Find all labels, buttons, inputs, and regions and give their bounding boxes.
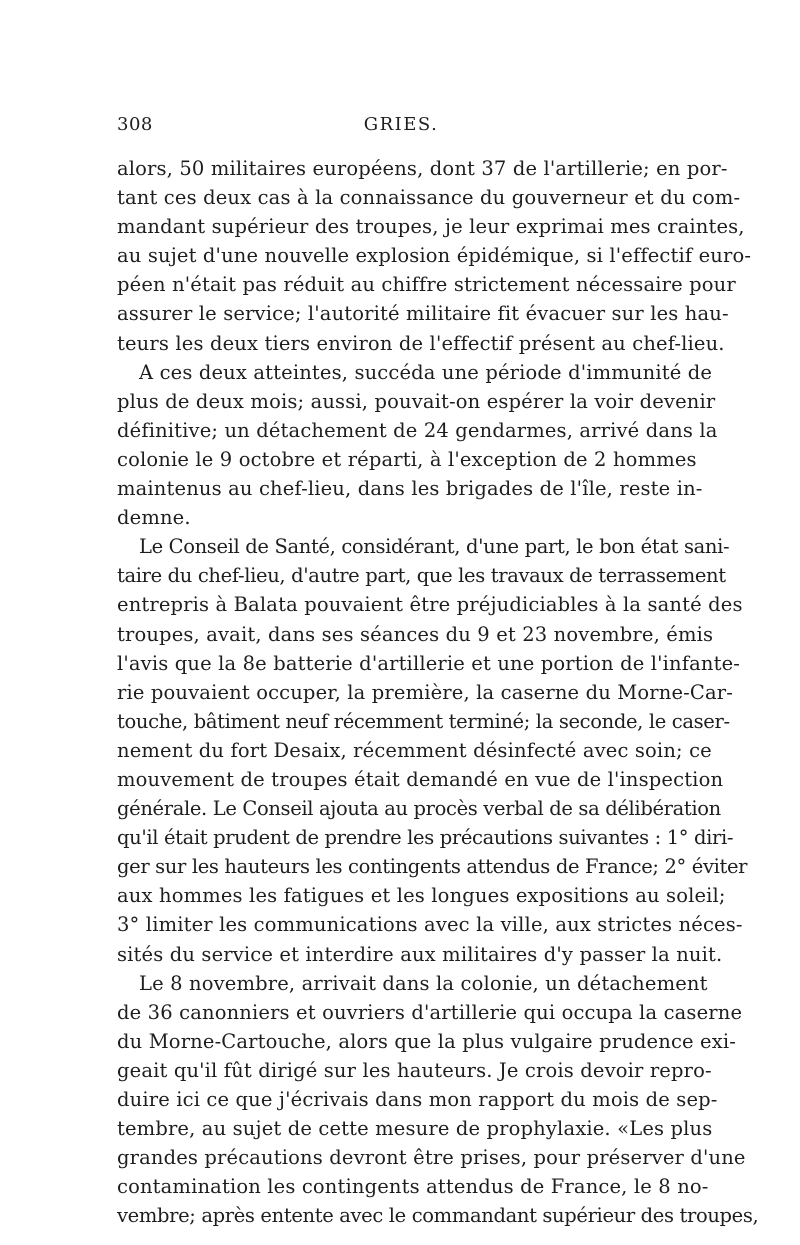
text-line: générale. Le Conseil ajouta au procès verbal de sa délibération: [117, 797, 721, 821]
text-line: de 36 canonniers et ouvriers d'artillerie qui occupa la caserne: [117, 1000, 743, 1024]
text-line: plus de deux mois; aussi, pouvait-on espérer la voir devenir: [117, 389, 716, 413]
text-line: contamination les contingents attendus de France, le 8 no-: [117, 1175, 709, 1199]
text-line: vembre; après entente avec le commandant supérieur des troupes,: [117, 1204, 759, 1228]
text-line: teurs les deux tiers environ de l'effectif présent au chef-lieu.: [117, 331, 725, 355]
text-line: touche, bâtiment neuf récemment terminé; la seconde, le caser-: [117, 709, 730, 733]
running-title: GRIES.: [363, 114, 439, 135]
text-line: taire du chef-lieu, d'autre part, que les travaux de terrassement: [117, 564, 726, 588]
text-line: tembre, au sujet de cette mesure de prophylaxie. «Les plus: [117, 1117, 713, 1141]
body-text: [117, 154, 759, 1230]
text-line: maintenus au chef-lieu, dans les brigades de l'île, reste in-: [117, 477, 703, 501]
text-line: du Morne-Cartouche, alors que la plus vulgaire prudence exi-: [117, 1029, 737, 1053]
text-line: troupes, avait, dans ses séances du 9 et 23 novembre, émis: [117, 622, 714, 646]
running-head: [117, 114, 685, 140]
text-line: alors, 50 militaires européens, dont 37 de l'artillerie; en por-: [117, 157, 728, 180]
text-line: ger sur les hauteurs les contingents attendus de France; 2° éviter: [117, 855, 748, 879]
text-line: grandes précautions devront être prises, pour préserver d'une: [117, 1146, 746, 1170]
text-line: colonie le 9 octobre et réparti, à l'exception de 2 hommes: [117, 447, 697, 471]
text-line: péen n'était pas réduit au chiffre strictement nécessaire pour: [117, 273, 736, 297]
text-line: entrepris à Balata pouvaient être préjudiciables à la santé des: [117, 593, 743, 617]
text-line: qu'il était prudent de prendre les précautions suivantes : 1° diri-: [117, 826, 734, 850]
page-number: 308: [117, 114, 153, 135]
text-line: Le 8 novembre, arrivait dans la colonie, un détachement: [139, 971, 708, 995]
text-line: l'avis que la 8e batterie d'artillerie et une portion de l'infante-: [117, 651, 741, 675]
text-line: geait qu'il fût dirigé sur les hauteurs. Je crois devoir repro-: [117, 1058, 712, 1082]
text-line: A ces deux atteintes, succéda une période d'immunité de: [139, 360, 713, 384]
text-line: tant ces deux cas à la connaissance du gouverneur et du com-: [117, 186, 741, 210]
text-line: Le Conseil de Santé, considérant, d'une part, le bon état sani-: [139, 535, 730, 559]
text-line: rie pouvaient occuper, la première, la caserne du Morne-Car-: [117, 680, 733, 704]
text-line: aux hommes les fatigues et les longues expositions au soleil;: [117, 884, 726, 908]
text-line: définitive; un détachement de 24 gendarmes, arrivé dans la: [117, 418, 718, 442]
text-line: duire ici ce que j'écrivais dans mon rapport du mois de sep-: [117, 1088, 718, 1111]
text-line: demne.: [117, 506, 191, 530]
text-line: au sujet d'une nouvelle explosion épidémique, si l'effectif euro-: [117, 244, 752, 268]
text-line: sités du service et interdire aux militaires d'y passer la nuit.: [117, 942, 723, 966]
text-line: mouvement de troupes était demandé en vue de l'inspection: [117, 767, 724, 791]
text-line: 3° limiter les communications avec la ville, aux strictes néces-: [117, 913, 743, 937]
text-line: assurer le service; l'autorité militaire fit évacuer sur les hau-: [117, 302, 729, 326]
text-line: mandant supérieur des troupes, je leur exprimai mes craintes,: [117, 215, 745, 239]
text-line: nement du fort Desaix, récemment désinfecté avec soin; ce: [117, 738, 712, 762]
